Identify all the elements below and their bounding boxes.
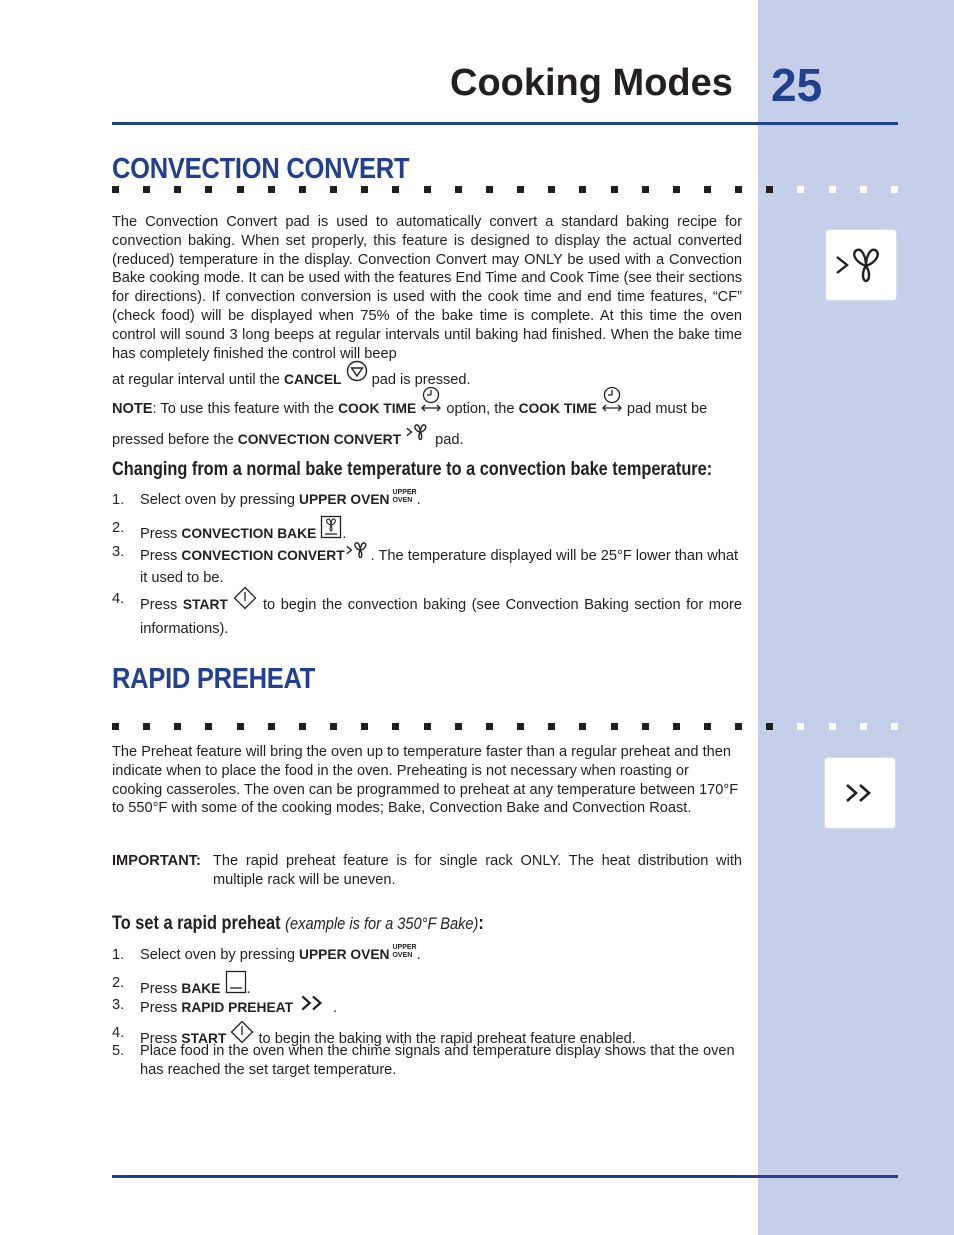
upper-oven-key-label: UPPER OVEN <box>299 492 390 507</box>
start-key-label: START <box>182 596 228 612</box>
rapid-preheat-key-label: RAPID PREHEAT <box>181 999 294 1015</box>
footer-rule <box>112 1175 898 1178</box>
step-text: Select oven by pressing <box>140 947 295 963</box>
list-item <box>112 543 742 588</box>
step-number: 2. <box>112 520 125 536</box>
step-number: 1. <box>112 947 125 963</box>
convection-convert-key-label: CONVECTION CONVERT <box>181 547 345 563</box>
step-text: Select oven by pressing <box>140 492 295 508</box>
upper-oven-icon <box>392 489 416 505</box>
upper-oven-icon <box>392 944 416 960</box>
start-key-label: START <box>181 1030 227 1046</box>
section-divider-dots <box>112 723 898 730</box>
step-text-end: . <box>416 492 421 508</box>
cancel-key-label: CANCEL <box>283 371 342 387</box>
rapid-preheat-icon <box>297 994 329 1018</box>
convection-convert-icon <box>405 422 431 450</box>
note-text-3: pad must be pressed before the <box>112 400 708 448</box>
step-text-end: . <box>246 980 251 997</box>
convection-convert-subheading: Changing from a normal bake temperature to a convection bake temperature: <box>112 459 713 480</box>
section-title-convection-convert: CONVECTION CONVERT <box>112 153 410 185</box>
list-item <box>112 1042 742 1080</box>
rapid-preheat-paragraph <box>112 743 742 818</box>
convection-convert-icon <box>825 229 897 301</box>
section-title-rapid-preheat: RAPID PREHEAT <box>112 663 316 695</box>
note-text-4: pad. <box>435 431 464 448</box>
rapid-preheat-subheading-text: To set a rapid preheat <box>112 913 281 934</box>
list-item <box>112 996 742 1020</box>
step-text-end: . <box>416 947 421 963</box>
step-text: Press <box>140 980 178 997</box>
step-text: Place food in the oven when the chime signals and temperature display shows that the oven has reached the set target temperature. <box>140 1043 735 1078</box>
upper-oven-icon-line1: UPPER <box>392 489 417 497</box>
rapid-preheat-intro: The Preheat feature will bring the oven up to temperature faster than a regular preheat and then indicate when to place the food in the oven. Preheating is not necessary when roasting or cooking casseroles. The oven can be programmed to preheat at any temperature between 170°F to 550°F with some of the cooking modes; Bake, Convection Bake and Convection Roast. <box>112 744 739 817</box>
cancel-line-text: at regular interval until the <box>112 371 280 388</box>
note-paragraph <box>112 392 742 454</box>
step-number: 2. <box>112 975 125 991</box>
step-number: 1. <box>112 492 125 508</box>
list-item <box>112 946 742 965</box>
important-text: The rapid preheat feature is for single rack ONLY. The heat distribution with multiple rack will be uneven. <box>213 853 742 888</box>
rapid-preheat-subheading <box>112 913 484 935</box>
step-text: Press <box>140 1030 178 1047</box>
list-item <box>112 590 742 639</box>
convection-bake-key-label: CONVECTION BAKE <box>181 525 317 541</box>
note-text-1: : To use this feature with the <box>152 400 334 417</box>
step-text: Press <box>140 547 178 564</box>
note-text-2: option, the <box>446 400 515 417</box>
step-number: 4. <box>112 1025 125 1041</box>
convection-convert-key-label: CONVECTION CONVERT <box>237 431 402 447</box>
convection-bake-icon <box>320 515 342 545</box>
cook-time-icon <box>420 386 442 420</box>
page-number: 25 <box>771 59 823 111</box>
cook-time-icon <box>601 386 623 420</box>
step-text-end: . <box>333 999 338 1016</box>
bake-key-label: BAKE <box>181 980 221 996</box>
upper-oven-icon-line2: OVEN <box>392 497 413 505</box>
step-text-end: . <box>342 525 347 542</box>
step-number: 4. <box>112 591 125 607</box>
step-text: Press <box>140 999 178 1016</box>
step-number: 3. <box>112 544 125 560</box>
convection-convert-paragraph <box>112 213 742 363</box>
convection-convert-intro: The Convection Convert pad is used to automatically convert a standard baking recipe for convection baking. When set properly, this feature is designed to display the actual converted (reduced) temperature in the display. Convection Convert may ONLY be used with a Convection Bake cooking mode. It can be used with the features End Time and Cook Time (see their sections for directions). If convection conversion is used with the cook time and end time features, “CF” (check food) will be displayed when 75% of the bake time is complete. At this time the oven control will sound 3 long beeps at regular intervals until baking had finished. When the bake time has completely finished the control will beep <box>112 214 742 362</box>
start-icon <box>233 586 257 616</box>
cook-time-key-label-2: COOK TIME <box>518 400 597 416</box>
step-text-end: . The temperature displayed will be 25°F lower than what it used to be. <box>140 547 739 586</box>
step-number: 3. <box>112 997 125 1013</box>
header-rule <box>112 122 898 125</box>
upper-oven-key-label: UPPER OVEN <box>299 947 390 962</box>
page-title: Cooking Modes <box>450 62 733 104</box>
list-item <box>112 491 742 510</box>
step-text: Press <box>140 525 178 542</box>
cancel-icon <box>346 360 368 388</box>
step-number: 5. <box>112 1043 125 1059</box>
important-note <box>112 852 742 890</box>
step-text-end: to begin the convection baking (see Convection Baking section for more informations). <box>140 596 742 637</box>
rapid-preheat-example: (example is for a 350°F Bake) <box>285 914 479 933</box>
rapid-preheat-icon <box>824 757 896 829</box>
upper-oven-icon-line1: UPPER <box>392 944 417 952</box>
upper-oven-icon-line2: OVEN <box>392 952 413 960</box>
note-label: NOTE <box>112 400 153 417</box>
step-text: Press <box>140 596 178 613</box>
step-text-end: to begin the baking with the rapid preheat feature enabled. <box>258 1030 636 1047</box>
section-divider-dots <box>112 186 898 193</box>
important-label: IMPORTANT: <box>112 853 201 869</box>
rapid-preheat-colon: : <box>478 913 484 934</box>
cook-time-key-label: COOK TIME <box>338 400 417 416</box>
convection-convert-icon <box>345 540 371 566</box>
cancel-line-end: pad is pressed. <box>371 371 471 388</box>
